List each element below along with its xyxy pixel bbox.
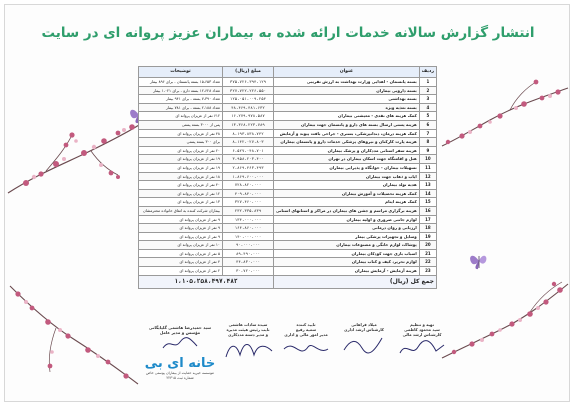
row-amount: ۸،۱۴۲،۰۲۷،۸۰۳	[222, 138, 273, 147]
founder-role: مؤسس و مدیر عامل	[159, 330, 201, 335]
logo-line-1: موسسه خیریه حمایت از بیماران پوستی خاص	[146, 371, 214, 375]
row-amount: ۴۰۹،۸۴۰،۰۰۰	[222, 189, 273, 198]
table-row	[139, 172, 437, 181]
table-row	[139, 181, 437, 190]
row-amount: ۳۰،۷۲۰،۰۰۰	[222, 267, 273, 276]
table-row	[139, 155, 437, 164]
row-index: 10	[419, 155, 436, 164]
column-header-index: ردیف	[419, 67, 436, 78]
table-row	[139, 138, 437, 147]
row-amount: ۲۳۲،۳۳۵،۸۳۹	[222, 206, 273, 215]
row-subject: هدیه تولد بیماران	[273, 181, 419, 190]
total-amount: ۱،۱۰۵،۲۵۸،۴۹۷،۴۸۲	[139, 275, 274, 288]
table-row	[139, 129, 437, 138]
page-title: انتشار گزارش سالانه خدمات ارائه شده به بیماران عزیز پروانه ای در سایت	[41, 25, 535, 42]
row-note: ۴ نفر از عزیزان پروانه ای	[139, 258, 223, 267]
table-row	[139, 78, 437, 87]
row-note: ۲۰ نفر از عزیزان پروانه ای	[139, 146, 223, 155]
table-row	[139, 267, 437, 276]
table-row	[139, 103, 437, 112]
column-header-amount: مبلغ (ریال)	[222, 67, 273, 78]
row-note: ۹ نفر از عزیزان پروانه ای	[139, 232, 223, 241]
row-index: 21	[419, 249, 436, 258]
signature-scribble-icon	[222, 337, 274, 361]
row-note: بیماران شرکت کننده به اتفاق خانواده محترمشان	[139, 206, 223, 215]
row-note: ۶۱۲ نفر از عزیزان پروانه ای	[139, 112, 223, 121]
row-note: ۹ نفر از عزیزان پروانه ای	[139, 215, 223, 224]
row-note: تعداد ۷،۳۹۰ بسته - برای ۹۴۱ بیمار	[139, 95, 223, 104]
row-amount: ۱۶،۲۷۹،۹۷۸،۵۸۷	[222, 112, 273, 121]
row-subject: ارزیابی و روان درمانی	[273, 224, 419, 233]
signature-preparer	[396, 322, 448, 361]
row-note: ۱۸ نفر از عزیزان پروانه ای	[139, 172, 223, 181]
row-index: 5	[419, 112, 436, 121]
signature-scribble-icon	[338, 332, 390, 356]
logo-brand-text: خانه ای بی	[144, 356, 216, 371]
row-subject: بسته پانسمان - اهدایی وزارت بهداشت به ارزش تقریبی	[273, 78, 419, 87]
row-subject: هزینه برگزاری مراسم و جشن های بیماران در مراکز و استانهای استانی	[273, 206, 419, 215]
table-header-row	[139, 67, 437, 78]
signature-scribble-icon	[280, 337, 332, 361]
row-amount: ۱۳،۳۶۸،۲۲۳،۷۸۹	[222, 120, 273, 129]
table-row	[139, 189, 437, 198]
row-subject: لوازم تحریر، کیف و کتاب بیماران	[273, 258, 419, 267]
table-row	[139, 215, 437, 224]
signer-role: کارشناس ارشد مالی	[402, 332, 442, 337]
row-amount: ۱۳۴،۰۰۰،۰۰۰	[222, 215, 273, 224]
table-row	[139, 224, 437, 233]
table-row	[139, 241, 437, 250]
signer-name: سمیه رفیع	[295, 327, 317, 332]
signer-role: و مدیر دسته مددکاری	[228, 332, 268, 337]
row-note: تعداد ۱۲،۶۲۸ بسته دارو - برای ۱،۰۲۱ بیمار	[139, 86, 223, 95]
row-subject: تسهیلات بیماران - خوابگاه و پذیرایی بیماران	[273, 163, 419, 172]
left-bottom-blossom-branch	[6, 280, 141, 390]
row-subject: هزینه پستی ارسال بسته های دارو و پانسمان جهت بیماران	[273, 120, 419, 129]
right-bottom-blossom-branch	[438, 262, 570, 362]
row-subject: کمک هزینه درمان، دندانپزشکی، بستری - جراحی بافت پیوند و آزمایش	[273, 129, 419, 138]
signer-title: سیده سادات هاشمی	[228, 322, 268, 327]
row-index: 17	[419, 215, 436, 224]
table-row	[139, 146, 437, 155]
row-subject: هزینه پارت کارکنان و نیروهای پزشکی خدمات دارو و پانسمان بیماران	[273, 138, 419, 147]
row-index: 7	[419, 129, 436, 138]
row-note: ۴۰ نفر از عزیزان پروانه ای	[139, 181, 223, 190]
row-note: برای ۳۰۰ بسته پستی	[139, 138, 223, 147]
row-subject: کمک هزینه های نقدی - معیشتی بیماران	[273, 112, 419, 121]
table-row	[139, 120, 437, 129]
row-amount: ۴۴،۸۳۰،۰۰۰	[222, 258, 273, 267]
row-index: 1	[419, 78, 436, 87]
row-subject: لوازم جانبی ضروری و اولیه بیماران	[273, 215, 419, 224]
row-index: 22	[419, 258, 436, 267]
organization-logo	[140, 325, 220, 391]
signer-role: مدیر امور مالی و اداری	[284, 332, 328, 337]
row-note: تعداد ۲،۱۸۸ بسته - برای ۷۸۱ بیمار	[139, 103, 223, 112]
table-row	[139, 112, 437, 121]
row-index: 3	[419, 95, 436, 104]
signature-scribble-icon	[396, 337, 448, 361]
signature-admin-expert	[338, 322, 390, 356]
row-note: ۱۹ نفر از عزیزان پروانه ای	[139, 155, 223, 164]
row-amount: ۴۸،۴۶۹،۴۸۱،۶۳۲	[222, 103, 273, 112]
row-index: 23	[419, 267, 436, 276]
table-row	[139, 163, 437, 172]
row-amount: ۳،۹۵۸،۲۰۳،۴۰۰	[222, 155, 273, 164]
row-index: 12	[419, 172, 436, 181]
table-row	[139, 86, 437, 95]
row-amount: ۶،۵۲۷،۰۴۸،۷۰۱	[222, 146, 273, 155]
row-amount: ۲،۸۶۹،۴۶۳،۴۹۳	[222, 163, 273, 172]
table-row	[139, 198, 437, 207]
signature-finance-manager	[280, 322, 332, 361]
row-note: ۱۲ نفر از عزیزان پروانه ای	[139, 189, 223, 198]
signer-name: نایب رئیس هیئت مدیره	[226, 327, 270, 332]
row-note: ۵ نفر از عزیزان پروانه ای	[139, 249, 223, 258]
row-index: 19	[419, 232, 436, 241]
row-index: 8	[419, 138, 436, 147]
row-subject: کمک هزینه ایتام	[273, 198, 419, 207]
table-row	[139, 232, 437, 241]
row-amount: ۸۹،۴۹۰،۰۰۰	[222, 249, 273, 258]
row-note: تعداد ۱۵،۶۵۳ بسته پانسمان - برای ۸۹۶ بیمار	[139, 78, 223, 87]
signer-title: تایید کننده	[296, 322, 316, 327]
row-amount: ۷۲۸،۸۲۰،۰۰۰	[222, 181, 273, 190]
row-note: ۴۸ نفر از عزیزان پروانه ای	[139, 129, 223, 138]
table-row	[139, 249, 437, 258]
left-blossom-branch	[6, 95, 141, 205]
row-index: 2	[419, 86, 436, 95]
row-amount: ۹۰،۰۰۰،۰۰۰	[222, 241, 273, 250]
signer-name: کارشناس ارشد اداری	[343, 327, 385, 332]
row-index: 20	[419, 241, 436, 250]
row-amount: ۳۷۵،۷۲۶،۳۹۴،۱۲۹	[222, 78, 273, 87]
row-note: ۲ نفر از عزیزان پروانه ای	[139, 267, 223, 276]
column-header-subject: عنوان	[273, 67, 419, 78]
row-index: 6	[419, 120, 436, 129]
services-report-table	[138, 66, 437, 289]
row-subject: هتل و اقامتگاه جهت اسکان بیماران در تهران	[273, 155, 419, 164]
row-subject: ایاب و ذهاب جهت بیماران	[273, 172, 419, 181]
signer-title: میلاد فراهانی	[351, 322, 377, 327]
row-subject: هزینه آزمایش - آزمایش بیماران	[273, 267, 419, 276]
row-amount: ۳۲۷،۷۲۲،۲۲۶،۵۵۰	[222, 86, 273, 95]
column-header-notes: توضیحات	[139, 67, 223, 78]
row-amount: ۱،۸۶۹،۶۰۰،۰۰۰	[222, 172, 273, 181]
founder-title: سید حمیدرضا هاشمی گلپایگانی	[148, 325, 212, 330]
row-amount: ۱۲۵،۰۵۱،۰۰۹،۲۵۴	[222, 95, 273, 104]
row-subject: پوشاک، لوازم خانگی و مصنوعات بیماران	[273, 241, 419, 250]
row-subject: کمک هزینه تحصیلات و آموزش بیماران	[273, 189, 419, 198]
row-note: ۱۹ نفر از عزیزان پروانه ای	[139, 163, 223, 172]
total-label: جمع کل (ریال)	[273, 275, 436, 288]
row-note: پس از ۳۰۰۰ بسته پستی	[139, 120, 223, 129]
table-total-row	[139, 275, 437, 288]
row-subject: بسته دارویی بیماران	[273, 86, 419, 95]
founder-signature-icon	[160, 336, 200, 352]
table-row	[139, 95, 437, 104]
row-index: 18	[419, 224, 436, 233]
row-note: ۱۰ نفر از عزیزان پروانه ای	[139, 241, 223, 250]
row-index: 15	[419, 198, 436, 207]
row-subject: بسته تغذیه ویژه	[273, 103, 419, 112]
signer-title: تهیه و تنظیم	[410, 322, 434, 327]
row-note: ۱۳ نفر از عزیزان پروانه ای	[139, 198, 223, 207]
row-subject: هزینه سفر استانی مددکاران و پزشک بیماران	[273, 146, 419, 155]
row-index: 14	[419, 189, 436, 198]
row-index: 16	[419, 206, 436, 215]
row-amount: ۳۲۷،۴۶۰،۰۰۰	[222, 198, 273, 207]
table-row	[139, 206, 437, 215]
row-index: 9	[419, 146, 436, 155]
row-index: 11	[419, 163, 436, 172]
row-subject: اسباب بازی جهت کودکان بیماران	[273, 249, 419, 258]
signature-vice-chair	[222, 322, 274, 361]
row-subject: بسته بهداشتی	[273, 95, 419, 104]
right-top-blossom-branch	[440, 70, 570, 150]
row-index: 4	[419, 103, 436, 112]
row-amount: ۸،۱۹۳،۸۳۸،۷۴۲	[222, 129, 273, 138]
logo-line-2: شماره ثبت ۲۲۳۱۵	[166, 376, 194, 380]
row-index: 13	[419, 181, 436, 190]
row-subject: وسایل و تجهیزات پزشکی بیمار	[273, 232, 419, 241]
table-row	[139, 258, 437, 267]
row-amount: ۱۴۰،۰۰۰،۰۰۰	[222, 232, 273, 241]
row-amount: ۱۶۴،۸۶۰،۰۰۰	[222, 224, 273, 233]
signer-name: سید محمود کاظمی	[404, 327, 440, 332]
row-note: ۹ نفر از عزیزان پروانه ای	[139, 224, 223, 233]
